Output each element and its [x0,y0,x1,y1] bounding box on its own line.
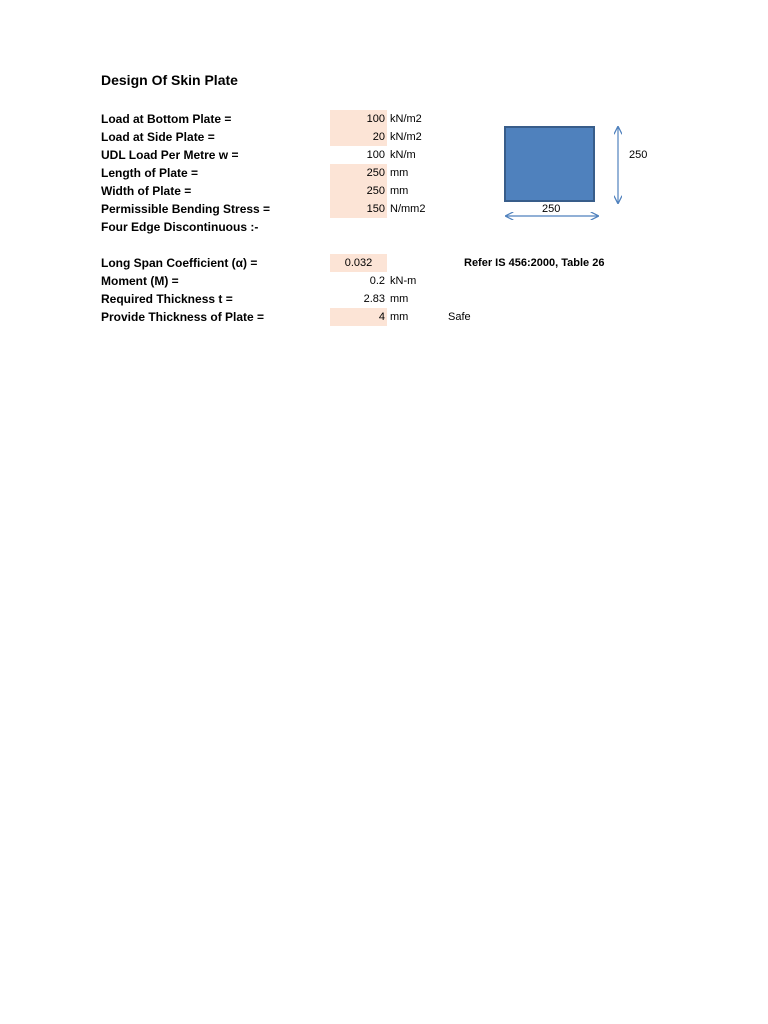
unit-load-bottom: kN/m2 [390,113,422,125]
cell-bending-stress[interactable]: 150 [330,200,387,218]
unit-provide-thickness: mm [390,311,409,323]
cell-moment[interactable]: 0.2 [369,275,385,287]
unit-bending-stress: N/mm2 [390,203,426,215]
cell-length[interactable]: 250 [330,164,387,182]
unit-length: mm [390,167,409,179]
plate-diagram [500,120,660,230]
cell-required-thickness[interactable]: 2.83 [363,293,385,305]
cell-provide-thickness[interactable]: 4 [330,308,387,326]
plate-rectangle[interactable] [505,127,594,201]
height-dimension-label: 250 [629,149,648,161]
label-length: Length of Plate = [101,166,199,180]
unit-load-side: kN/m2 [390,131,422,143]
cell-udl[interactable]: 100 [366,149,385,161]
cell-load-side[interactable]: 20 [330,128,387,146]
label-bending-stress: Permissible Bending Stress = [101,202,271,216]
reference-note: Refer IS 456:2000, Table 26 [464,257,605,269]
label-load-bottom: Load at Bottom Plate = [101,112,232,126]
label-moment: Moment (M) = [101,274,179,288]
width-dimension-label: 250 [542,203,561,215]
label-width: Width of Plate = [101,184,192,198]
unit-required-thickness: mm [390,293,409,305]
label-required-thickness: Required Thickness t = [101,292,233,306]
cell-load-bottom[interactable]: 100 [330,110,387,128]
plate-diagram-svg [500,120,660,230]
row-required-thickness [0,290,768,308]
label-provide-thickness: Provide Thickness of Plate = [101,310,265,324]
cell-coefficient[interactable]: 0.032 [330,254,387,272]
row-provide-thickness [0,308,768,326]
unit-width: mm [390,185,409,197]
label-udl: UDL Load Per Metre w = [101,148,239,162]
sheet-title: Design Of Skin Plate [101,72,238,88]
cell-width[interactable]: 250 [330,182,387,200]
unit-udl: kN/m [390,149,416,161]
label-load-side: Load at Side Plate = [101,130,215,144]
row-moment [0,272,768,290]
row-coefficient [0,254,768,272]
label-four-edge: Four Edge Discontinuous :- [101,220,259,234]
label-coefficient: Long Span Coefficient (α) = [101,256,258,270]
unit-moment: kN-m [390,275,417,287]
status-safe: Safe [448,311,471,323]
